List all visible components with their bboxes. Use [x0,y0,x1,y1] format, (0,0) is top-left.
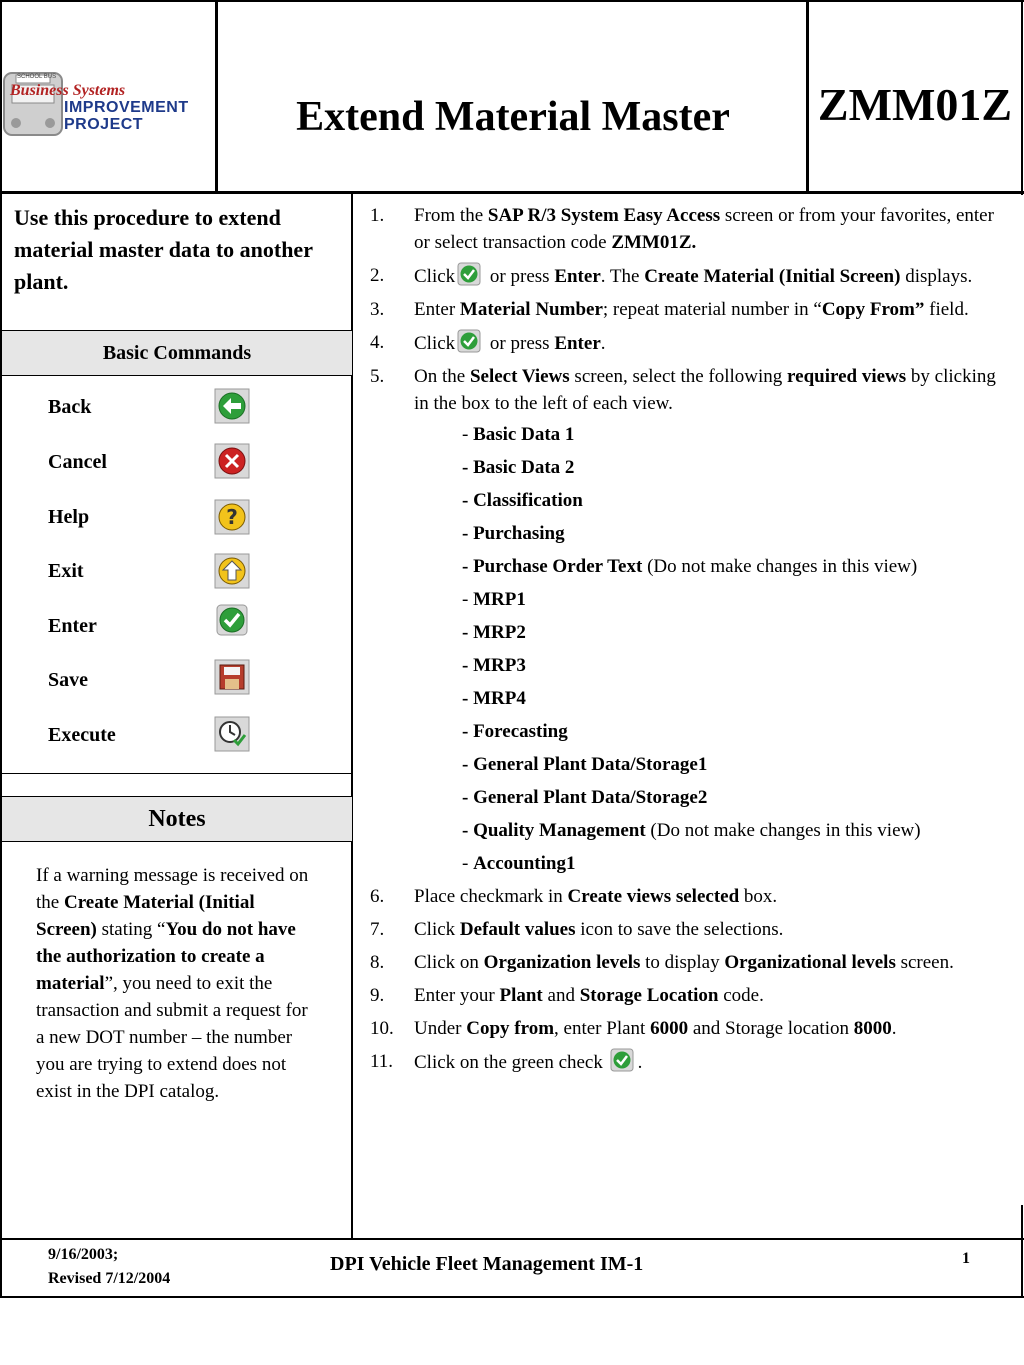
cancel-icon [214,443,250,479]
step-6: 6. Place checkmark in Create views selected box. [370,886,778,907]
bus-sign-text: SCHOOL BUS [17,74,57,80]
step-8: 8. Click on Organization levels to display Organizational levels screen. [370,952,954,973]
command-cancel-label: Cancel [48,451,107,473]
logo-line-1: Business Systems [10,82,126,99]
band-line [0,841,352,842]
exit-icon [214,553,250,589]
border-top [0,0,1024,2]
enter-check-icon [457,329,481,353]
view-item: - MRP2 [462,622,526,643]
band-line [0,773,352,774]
command-execute-label: Execute [48,724,116,746]
help-icon [214,499,250,535]
view-item: - Forecasting [462,721,568,742]
step-11: 11. Click on the green check . [366,1048,1011,1076]
page-title: Extend Material Master [296,94,730,140]
logo-line-3: PROJECT [64,116,144,133]
notes-heading: Notes [2,797,352,841]
enter-check-icon [214,602,250,638]
view-item: - Basic Data 1 [462,424,575,445]
step-10: 10. Under Copy from, enter Plant 6000 and Storage location 8000. [370,1018,897,1039]
command-enter-label: Enter [48,615,97,637]
view-item: - General Plant Data/Storage2 [462,787,708,808]
step-2: 2. Click or press Enter. The Create Material (Initial Screen) displays. [366,262,1011,290]
view-item: - General Plant Data/Storage1 [462,754,708,775]
step-7: 7. Click Default values icon to save the selections. [370,919,784,940]
view-item: - Purchasing [462,523,565,544]
step-5: 5. On the Select Views screen, select the following required views by clicking in the box to the left of each view. - Basic Data 1 - Basic Data 2 - Classification - Purchasing - Purchase Order Text (Do not make changes in this view) - MRP1 - MRP2 - MRP3 - MRP4 - Forecasting - General Plant Data/Storage1 - General Plant Data/Storage2 - Quality Management (Do not make changes in this view) - Accounting1 [366,363,1011,877]
view-item: - MRP3 [462,655,526,676]
right-border-body [1021,1205,1023,1298]
logo-line-2: IMPROVEMENT [64,99,189,116]
view-item: - Accounting1 [462,853,576,874]
view-item: - Purchase Order Text (Do not make changes in this view) [462,556,918,577]
footer-bottom [0,1296,1024,1298]
border-left [0,0,2,1298]
view-item: - Basic Data 2 [462,457,575,478]
basic-commands-heading: Basic Commands [2,331,352,375]
step-1: 1. From the SAP R/3 System Easy Access screen or from your favorites, enter or select transaction code ZMM01Z. [370,205,994,253]
execute-icon [214,716,250,752]
enter-check-icon [610,1048,634,1072]
back-arrow-icon [214,388,250,424]
view-item: - Quality Management (Do not make changes in this view) [462,820,921,841]
view-item: - Classification [462,490,583,511]
command-save-label: Save [48,669,88,691]
enter-check-icon [457,262,481,286]
command-back-label: Back [48,396,92,418]
step-9: 9. Enter your Plant and Storage Location code. [370,985,764,1006]
required-views-list [414,421,1011,877]
notes-text: If a warning message is received on the Create Material (Initial Screen) stating “You do not have the authorization to create a material”, you need to exit the transaction and submit a request for a new DOT number – the number you are trying to extend does not exist in the DPI catalog. [36,865,309,1102]
page-number: 1 [962,1250,970,1267]
header-bottom [0,191,1024,194]
intro-text: Use this procedure to extend material master data to another plant. [14,205,313,294]
transaction-code: ZMM01Z [817,79,1013,130]
command-help-label: Help [48,506,90,528]
footer-title: DPI Vehicle Fleet Management IM-1 [330,1253,644,1275]
footer-date: 9/16/2003; Revised 7/12/2004 [48,1246,171,1287]
step-3: 3. Enter Material Number; repeat material number in “Copy From” field. [370,299,969,320]
band-line [0,375,352,376]
footer-top [0,1238,1024,1240]
svg-text:?: ? [226,505,238,529]
command-exit-label: Exit [48,560,84,582]
view-item: - MRP1 [462,589,526,610]
procedure-steps [366,202,1011,1082]
view-item: - MRP4 [462,688,526,709]
save-icon [214,659,250,695]
step-4: 4. Click or press Enter. [366,329,1011,357]
